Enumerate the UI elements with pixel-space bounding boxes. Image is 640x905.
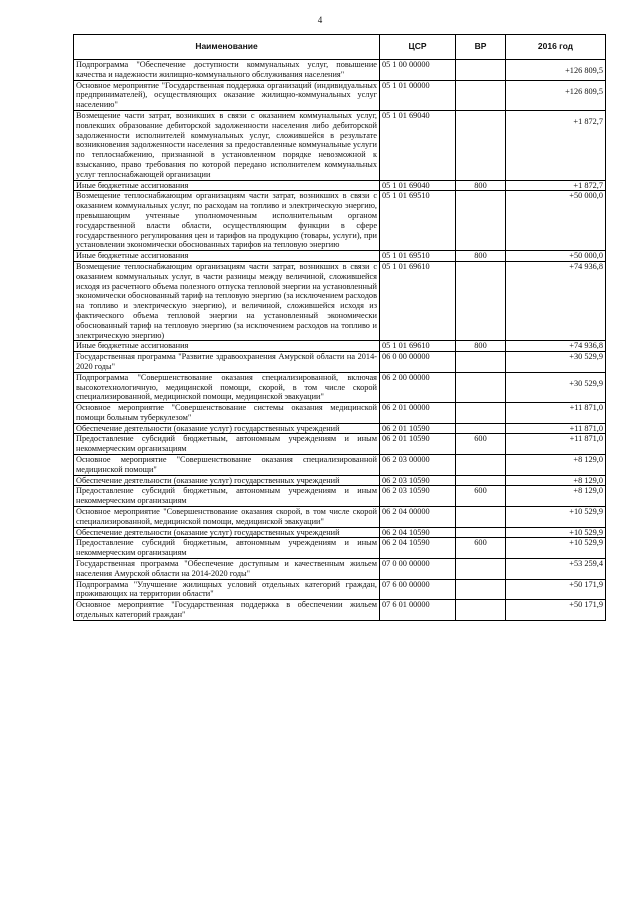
- cell-name: Государственная программа "Развитие здравоохранения Амурской области на 2014-2020 годы": [74, 352, 380, 373]
- cell-csr: 05 1 01 69040: [380, 110, 456, 180]
- cell-name: Предоставление субсидий бюджетным, автономным учреждениям и иным некоммерческим организациям: [74, 538, 380, 559]
- table-row: [74, 579, 606, 600]
- cell-csr: 07 6 01 00000: [380, 600, 456, 621]
- table-row: [74, 423, 606, 434]
- cell-sum: +74 936,8: [506, 261, 606, 340]
- cell-csr: 06 2 01 10590: [380, 423, 456, 434]
- cell-name: Подпрограмма "Улучшение жилищных условий отдельных категорий граждан, проживающих на территории области": [74, 579, 380, 600]
- table-row: [74, 341, 606, 352]
- table-row: [74, 559, 606, 580]
- cell-sum: +8 129,0: [506, 486, 606, 507]
- cell-vr: 800: [456, 180, 506, 191]
- cell-vr: [456, 600, 506, 621]
- cell-name: Государственная программа "Обеспечение доступным и качественным жильем населения Амурской области на 2014-2020 годы": [74, 559, 380, 580]
- cell-csr: 06 2 01 10590: [380, 434, 456, 455]
- table-row: [74, 352, 606, 373]
- cell-csr: 06 2 00 00000: [380, 372, 456, 402]
- cell-sum: +11 871,0: [506, 434, 606, 455]
- cell-name: Обеспечение деятельности (оказание услуг) государственных учреждений: [74, 475, 380, 486]
- page-number: 4: [317, 15, 323, 25]
- budget-table: [73, 34, 606, 621]
- cell-vr: [456, 191, 506, 251]
- cell-name: Иные бюджетные ассигнования: [74, 251, 380, 262]
- cell-name: Обеспечение деятельности (оказание услуг) государственных учреждений: [74, 423, 380, 434]
- table-row: [74, 475, 606, 486]
- cell-sum: +50 000,0: [506, 191, 606, 251]
- cell-sum: +10 529,9: [506, 527, 606, 538]
- cell-vr: [456, 455, 506, 476]
- cell-vr: 800: [456, 251, 506, 262]
- cell-vr: [456, 475, 506, 486]
- cell-sum: +126 809,5: [506, 80, 606, 110]
- cell-sum: +10 529,9: [506, 538, 606, 559]
- cell-csr: 05 1 01 69040: [380, 180, 456, 191]
- cell-name: Основное мероприятие "Совершенствование оказания специализированной медицинской помощи": [74, 455, 380, 476]
- header-name: Наименование: [74, 35, 380, 60]
- cell-sum: +50 171,9: [506, 579, 606, 600]
- table-row: [74, 261, 606, 340]
- cell-sum: +50 000,0: [506, 251, 606, 262]
- cell-sum: +8 129,0: [506, 455, 606, 476]
- table-row: [74, 486, 606, 507]
- table-row: [74, 455, 606, 476]
- cell-vr: [456, 352, 506, 373]
- header-csr: ЦСР: [380, 35, 456, 60]
- cell-vr: [456, 423, 506, 434]
- cell-name: Подпрограмма "Обеспечение доступности коммунальных услуг, повышение качества и надежности жилищно-коммунального обслуживания населения": [74, 60, 380, 81]
- cell-csr: 06 2 03 00000: [380, 455, 456, 476]
- cell-sum: +1 872,7: [506, 110, 606, 180]
- cell-vr: [456, 579, 506, 600]
- cell-sum: +30 529,9: [506, 372, 606, 402]
- cell-csr: 06 2 03 10590: [380, 475, 456, 486]
- cell-csr: 05 1 01 00000: [380, 80, 456, 110]
- cell-csr: 05 1 01 69510: [380, 251, 456, 262]
- table-row: [74, 507, 606, 528]
- cell-name: Возмещение теплоснабжающим организациям части затрат, возникших в связи с оказанием коммунальных услуг, по расходам на топливо и электрическую энергию, превышающим учтенные уполномоченным исполнительным органом государственной власти области, осуществляющим функции в сфере государственного регулирования цен и тарифов на продукцию (товары, услуги), при установлении экономически обоснованных тарифов на тепловую энергию: [74, 191, 380, 251]
- cell-name: Основное мероприятие "Совершенствование оказания скорой, в том числе скорой специализированной, медицинской помощи, медицинской эвакуации": [74, 507, 380, 528]
- table-row: [74, 403, 606, 424]
- header-year: 2016 год: [506, 35, 606, 60]
- cell-name: Основное мероприятие "Совершенствование системы оказания медицинской помощи больным туберкулезом": [74, 403, 380, 424]
- cell-vr: 600: [456, 538, 506, 559]
- cell-vr: 600: [456, 434, 506, 455]
- cell-sum: +30 529,9: [506, 352, 606, 373]
- cell-vr: 600: [456, 486, 506, 507]
- table-row: [74, 191, 606, 251]
- cell-name: Возмещение теплоснабжающим организациям части затрат, возникших в связи с оказанием коммунальных услуг, в части разницы между величиной, сложившейся исходя из расчетного объема полезного отпуска тепловой энергии на установленный экономически обоснованный тариф на тепловую энергию (за исключением расходов на топливо и электрическую энергию), и величиной, сложившейся исходя из фактического объема тепловой энергии на установленный экономически обоснованный тариф на тепловую энергию (за исключением расходов на топливо и электрическую энергию): [74, 261, 380, 340]
- table-header-row: [74, 35, 606, 60]
- cell-sum: +8 129,0: [506, 475, 606, 486]
- cell-sum: +126 809,5: [506, 60, 606, 81]
- cell-vr: [456, 60, 506, 81]
- cell-sum: +53 259,4: [506, 559, 606, 580]
- cell-name: Подпрограмма "Совершенствование оказания специализированной, включая высокотехнологичную, медицинской помощи, скорой, в том числе скорой специализированной, медицинской помощи, медицинской эвакуации": [74, 372, 380, 402]
- cell-vr: [456, 372, 506, 402]
- cell-csr: 07 0 00 00000: [380, 559, 456, 580]
- cell-csr: 05 1 00 00000: [380, 60, 456, 81]
- cell-csr: 07 6 00 00000: [380, 579, 456, 600]
- cell-name: Предоставление субсидий бюджетным, автономным учреждениям и иным некоммерческим организациям: [74, 434, 380, 455]
- table-row: [74, 538, 606, 559]
- cell-vr: [456, 403, 506, 424]
- cell-csr: 06 2 04 10590: [380, 538, 456, 559]
- cell-name: Возмещение части затрат, возникших в связи с оказанием коммунальных услуг, повлекших образование дебиторской задолженности населения либо дебиторской задолженности исполнителей коммунальных услуг, сложившейся в результате возникновения задолженности населения за предоставленные коммунальные услуги по теплоснабжению, признанной в установленном порядке невозможной к взысканию, право требования по которой передано исполнителем коммунальных услуг теплоснабжающей организации: [74, 110, 380, 180]
- cell-name: Иные бюджетные ассигнования: [74, 341, 380, 352]
- cell-name: Основное мероприятие "Государственная поддержка в обеспечении жильем отдельных категорий граждан": [74, 600, 380, 621]
- cell-csr: 06 2 01 00000: [380, 403, 456, 424]
- cell-vr: [456, 110, 506, 180]
- cell-vr: [456, 559, 506, 580]
- cell-sum: +1 872,7: [506, 180, 606, 191]
- cell-sum: +11 871,0: [506, 403, 606, 424]
- cell-sum: +11 871,0: [506, 423, 606, 434]
- table-row: [74, 251, 606, 262]
- cell-name: Иные бюджетные ассигнования: [74, 180, 380, 191]
- cell-name: Предоставление субсидий бюджетным, автономным учреждениям и иным некоммерческим организациям: [74, 486, 380, 507]
- table-row: [74, 372, 606, 402]
- table-row: [74, 527, 606, 538]
- cell-name: Обеспечение деятельности (оказание услуг) государственных учреждений: [74, 527, 380, 538]
- cell-vr: [456, 527, 506, 538]
- cell-sum: +50 171,9: [506, 600, 606, 621]
- cell-sum: +10 529,9: [506, 507, 606, 528]
- cell-csr: 05 1 01 69610: [380, 341, 456, 352]
- cell-csr: 06 0 00 00000: [380, 352, 456, 373]
- cell-csr: 06 2 04 00000: [380, 507, 456, 528]
- table-row: [74, 600, 606, 621]
- cell-sum: +74 936,8: [506, 341, 606, 352]
- cell-csr: 06 2 03 10590: [380, 486, 456, 507]
- cell-csr: 05 1 01 69510: [380, 191, 456, 251]
- cell-vr: [456, 261, 506, 340]
- cell-vr: [456, 80, 506, 110]
- header-vr: ВР: [456, 35, 506, 60]
- table-row: [74, 60, 606, 81]
- cell-csr: 06 2 04 10590: [380, 527, 456, 538]
- cell-vr: 800: [456, 341, 506, 352]
- table-row: [74, 180, 606, 191]
- table-row: [74, 110, 606, 180]
- cell-name: Основное мероприятие "Государственная поддержка организаций (индивидуальных предпринимателей), осуществляющих оказание жилищно-коммунальных услуг населению": [74, 80, 380, 110]
- cell-vr: [456, 507, 506, 528]
- cell-csr: 05 1 01 69610: [380, 261, 456, 340]
- table-row: [74, 80, 606, 110]
- table-row: [74, 434, 606, 455]
